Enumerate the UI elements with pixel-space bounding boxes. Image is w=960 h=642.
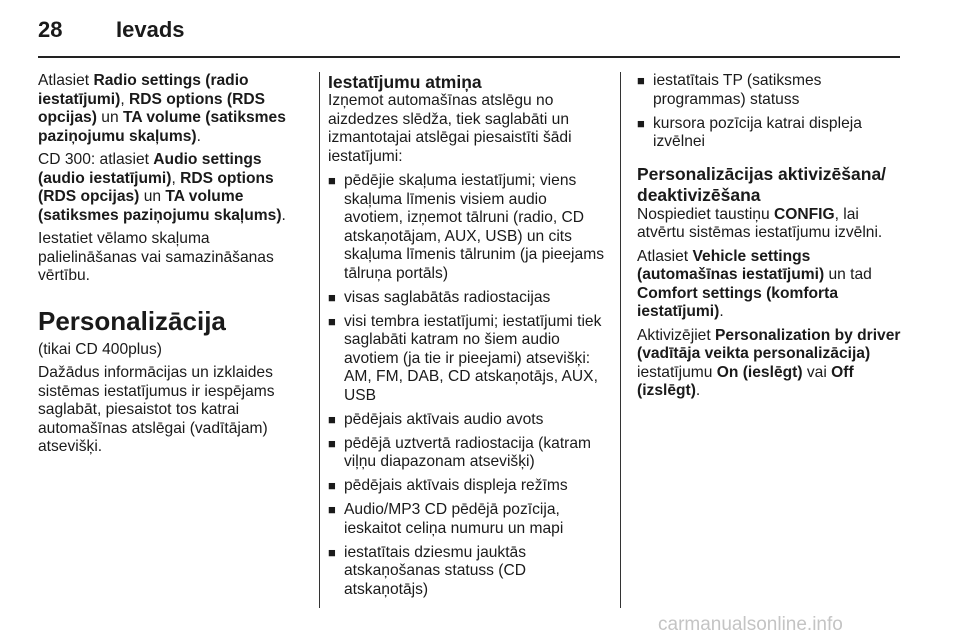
column-2 <box>328 72 605 605</box>
text: , <box>120 90 129 108</box>
bullet-icon: ■ <box>637 73 645 88</box>
paragraph-vehicle-settings <box>637 248 907 322</box>
page-title: Ievads <box>116 17 185 42</box>
paragraph-volume: Iestatiet vēlamo skaļuma palielināšanas vai samazināšanas vērtību. <box>38 230 274 284</box>
list-item <box>328 289 605 308</box>
paragraph-config <box>637 206 907 243</box>
text: un tad <box>824 266 872 283</box>
list-item <box>328 501 605 538</box>
list-item <box>328 477 605 496</box>
text: Nospiediet taustiņu <box>637 205 774 223</box>
list-item <box>328 435 605 472</box>
column-3 <box>637 72 907 406</box>
text: . <box>281 206 286 224</box>
bullet-icon: ■ <box>328 478 336 493</box>
menu-term: Off (izslēgt) <box>637 363 854 399</box>
text: Atlasiet <box>38 72 94 89</box>
menu-term: RDS options (RDS opcijas) <box>38 90 266 126</box>
menu-term: On (ieslēgt) <box>716 363 803 381</box>
subsection-heading-memory: Iestatījumu atmiņa <box>328 72 482 92</box>
text: . <box>196 127 201 145</box>
paragraph-personalization-intro: Dažādus informācijas un izklaides sistēmas iestatījumus ir iespējams saglabāt, piesaistot tos katrai automašīnas atslēgai (vadītājam) atsevišķi. <box>38 364 275 455</box>
paragraph-activate <box>637 327 907 401</box>
paragraph-memory-intro: Izņemot automašīnas atslēgu no aizdedzes slēdža, tiek saglabāti un izmantotajai atslēgai piesaistīti šādi iestatījumi: <box>328 92 572 165</box>
paragraph-cd300 <box>38 151 310 225</box>
text: . <box>695 382 701 399</box>
list-item-text: iestatītais TP (satiksmes programmas) statuss <box>653 72 822 108</box>
menu-term: TA volume (satiksmes paziņojumu skaļums) <box>38 109 286 145</box>
bullet-icon: ■ <box>328 289 336 305</box>
text: iestatījumu <box>637 363 717 381</box>
text: , <box>171 169 181 187</box>
menu-term: Radio settings (radio iestatījumi) <box>38 72 249 108</box>
list-item-text: Audio/MP3 CD pēdējā pozīcija, ieskaitot celiņa numuru un mapi <box>344 501 564 537</box>
text: , lai atvērtu sistēmas iestatījumu izvēlni. <box>637 205 883 241</box>
column-divider-1 <box>319 72 320 608</box>
page-number: 28 <box>38 17 63 42</box>
list-item-text: pēdējie skaļuma iestatījumi; viens skaļuma līmenis visiem audio avotiem, izņemot tālruni (radio, CD atskaņotājam, AUX, USB) un cits skaļuma līmenis tālrunim (ja pieejams tālruņa portāls) <box>344 172 604 282</box>
memory-settings-list <box>328 172 605 599</box>
paragraph-cd400-note: (tikai CD 400plus) <box>38 340 162 358</box>
bullet-icon: ■ <box>637 115 645 131</box>
menu-term: RDS options (RDS opcijas) <box>38 169 274 205</box>
list-item-text: pēdējā uztvertā radiostacija (katram viļņu diapazonam atsevišķi) <box>344 434 592 470</box>
list-item-text: kursora pozīcija katrai displeja izvēlnei <box>653 114 862 150</box>
list-item-text: pēdējais aktīvais displeja režīms <box>344 477 568 494</box>
bullet-icon: ■ <box>328 435 336 451</box>
list-item <box>637 115 907 152</box>
list-item-text: visas saglabātās radiostacijas <box>344 288 551 306</box>
button-term: CONFIG <box>773 205 835 223</box>
menu-term: Audio settings (audio iestatījumi) <box>38 151 262 187</box>
bullet-icon: ■ <box>328 411 336 427</box>
text: un <box>96 109 123 126</box>
text: CD 300: atlasiet <box>38 151 154 168</box>
header-rule <box>38 56 900 58</box>
bullet-icon: ■ <box>328 544 336 560</box>
text: un <box>139 188 166 205</box>
text: vai <box>802 363 832 381</box>
bullet-icon: ■ <box>328 173 336 188</box>
text: . <box>719 303 724 320</box>
list-item <box>328 172 605 283</box>
bullet-icon: ■ <box>328 313 336 329</box>
text: Atlasiet <box>637 247 693 265</box>
section-heading-personalization: Personalizācija <box>38 305 226 336</box>
list-item-text: iestatītais dziesmu jauktās atskaņošanas statuss (CD atskaņotājs) <box>344 543 527 598</box>
list-item <box>637 72 907 109</box>
menu-term: TA volume (satiksmes paziņojumu skaļums) <box>38 188 282 224</box>
menu-term: Vehicle settings (automašīnas iestatījumi) <box>637 247 825 283</box>
menu-term: Comfort settings (komforta iestatījumi) <box>637 284 838 320</box>
text: Aktivizējiet <box>637 326 715 344</box>
bullet-icon: ■ <box>328 502 336 517</box>
subsection-heading-activation: Personalizācijas aktivizēšana/ deaktivizēšana <box>637 163 887 205</box>
list-item <box>328 544 605 600</box>
memory-settings-list-continued <box>637 72 907 152</box>
list-item-text: visi tembra iestatījumi; iestatījumi tiek saglabāti katram no šiem audio avotiem (ja tie ir pieejami) atsevišķi: AM, FM, DAB, CD atskaņotājs, AUX, USB <box>344 312 602 404</box>
list-item <box>328 313 605 406</box>
watermark: carmanualsonline.info <box>658 614 843 635</box>
menu-term: Personalization by driver (vadītāja veikta personalizācija) <box>637 326 901 362</box>
column-1 <box>38 72 310 462</box>
paragraph-radio-settings <box>38 72 310 146</box>
list-item <box>328 411 605 430</box>
column-divider-2 <box>620 72 621 608</box>
list-item-text: pēdējais aktīvais audio avots <box>344 410 544 428</box>
